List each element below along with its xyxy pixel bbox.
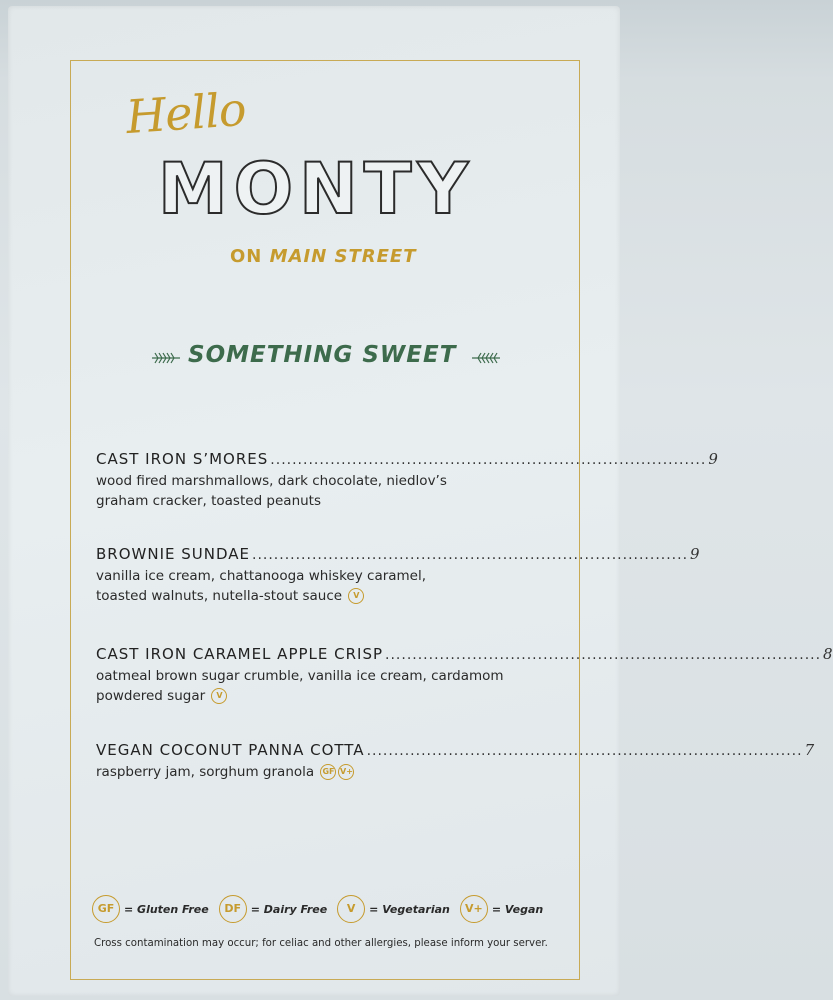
location-line bbox=[230, 246, 417, 267]
restaurant-name: MONTY bbox=[158, 148, 475, 230]
item-desc-line: oatmeal brown sugar crumble, vanilla ice cream, cardamom bbox=[96, 668, 504, 684]
legend-label: = Gluten Free bbox=[124, 902, 209, 916]
item-desc-line: wood fired marshmallows, dark chocolate, niedlov’s bbox=[96, 473, 447, 489]
vegan-badge: V+ bbox=[460, 895, 488, 923]
sprig-left-icon bbox=[150, 350, 182, 366]
item-desc-line: raspberry jam, sorghum granola bbox=[96, 764, 315, 780]
item-price: 9 bbox=[690, 545, 700, 563]
gluten-free-badge: GF bbox=[320, 764, 336, 780]
menu-item-smores bbox=[96, 450, 718, 511]
section-title: SOMETHING SWEET bbox=[188, 342, 457, 368]
menu-item-brownie-sundae bbox=[96, 545, 700, 606]
vegetarian-badge: V bbox=[211, 688, 227, 704]
item-description bbox=[96, 471, 556, 511]
item-name: VEGAN COCONUT PANNA COTTA bbox=[96, 741, 365, 759]
dairy-free-badge: DF bbox=[219, 895, 247, 923]
vegetarian-badge: V bbox=[337, 895, 365, 923]
item-price: 8 bbox=[823, 645, 833, 663]
sprig-right-icon bbox=[470, 350, 502, 366]
item-desc-line: powdered sugar bbox=[96, 688, 206, 704]
item-desc-line: toasted walnuts, nutella-stout sauce bbox=[96, 588, 343, 604]
item-description bbox=[96, 762, 556, 782]
hello-script: Hello bbox=[124, 81, 248, 145]
leader-dots: ................................................................................ bbox=[270, 452, 707, 468]
item-description bbox=[96, 666, 556, 706]
leader-dots: ................................................................................ bbox=[385, 647, 822, 663]
gluten-free-badge: GF bbox=[92, 895, 120, 923]
item-price: 9 bbox=[708, 450, 718, 468]
legend-dairy-free bbox=[219, 895, 327, 923]
vegan-badge: V+ bbox=[338, 764, 354, 780]
dietary-legend bbox=[92, 895, 572, 923]
item-desc-line: graham cracker, toasted peanuts bbox=[96, 493, 322, 509]
vegetarian-badge: V bbox=[348, 588, 364, 604]
legend-vegan bbox=[460, 895, 543, 923]
location-prefix: ON bbox=[230, 246, 263, 267]
location-street: MAIN STREET bbox=[269, 246, 417, 267]
legend-vegetarian bbox=[337, 895, 450, 923]
item-name: CAST IRON S’MORES bbox=[96, 450, 269, 468]
leader-dots: ................................................................................ bbox=[252, 547, 689, 563]
legend-gluten-free bbox=[92, 895, 209, 923]
item-price: 7 bbox=[804, 741, 815, 759]
item-desc-line: vanilla ice cream, chattanooga whiskey caramel, bbox=[96, 568, 427, 584]
menu-item-panna-cotta bbox=[96, 741, 815, 782]
item-description bbox=[96, 566, 556, 606]
item-name: CAST IRON CARAMEL APPLE CRISP bbox=[96, 645, 384, 663]
allergy-note: Cross contamination may occur; for celiac and other allergies, please inform your server. bbox=[94, 938, 548, 949]
legend-label: = Vegan bbox=[491, 902, 544, 916]
menu-item-apple-crisp bbox=[96, 645, 833, 706]
item-name: BROWNIE SUNDAE bbox=[96, 545, 250, 563]
legend-label: = Vegetarian bbox=[369, 902, 450, 916]
legend-label: = Dairy Free bbox=[250, 902, 328, 916]
leader-dots: ................................................................................ bbox=[366, 743, 803, 759]
section-heading bbox=[150, 340, 510, 374]
